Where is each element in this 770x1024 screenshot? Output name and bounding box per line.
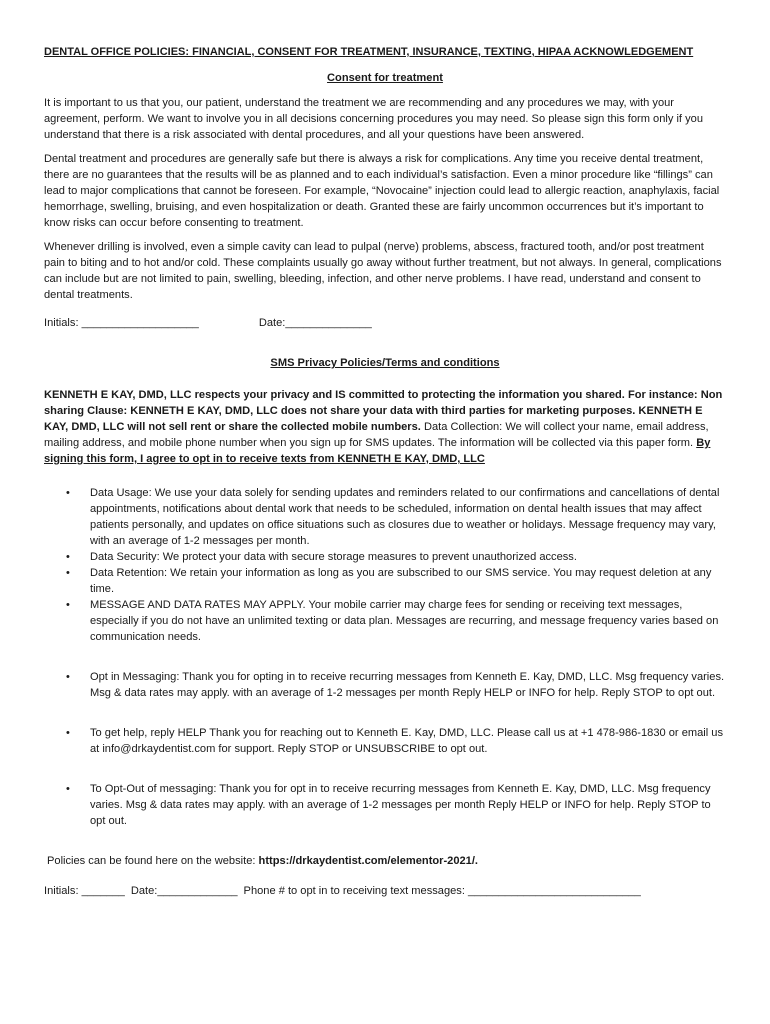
website-link[interactable]: https://drkaydentist.com/elementor-2021/. <box>258 855 479 867</box>
opt-out-messaging-text: To Opt-Out of messaging: Thank you for opt in to receive recurring messages from Kenneth E. Kay, DMD, LLC. Msg frequency varies. Msg & data rates may apply. with an average of 1-2 messages per month Reply HELP or INFO for help. Reply STOP to opt out. <box>90 783 711 827</box>
consent-heading: Consent for treatment <box>327 72 443 84</box>
list-item <box>44 781 726 829</box>
data-usage-text: Data Usage: We use your data solely for sending updates and reminders related to our confirmations and cancellations of dental appointments, notifications about dental work that needs to be scheduled, information on dental health issues that may affect patients personally, and updates on office situations such as closures due to weather or holidays. Message frequency may vary, with an average of 1-2 messages per month. <box>90 487 720 547</box>
website-label: Policies can be found here on the website: <box>47 855 259 867</box>
bullet-icon: • <box>66 551 70 563</box>
sms-policy-paragraph <box>44 387 726 467</box>
consent-date-field[interactable]: Date:______________ <box>258 317 372 329</box>
website-row <box>47 853 726 869</box>
list-item <box>44 485 726 549</box>
list-item <box>44 669 726 701</box>
bullet-icon: • <box>66 671 70 683</box>
consent-initials-field[interactable]: Initials: ___________________ <box>44 317 199 329</box>
list-item <box>44 725 726 757</box>
list-item <box>44 565 726 597</box>
final-initials-field[interactable]: Initials: _______ <box>44 885 125 897</box>
final-signature-row <box>44 883 726 899</box>
opt-in-messaging-text: Opt in Messaging: Thank you for opting in to receive recurring messages from Kenneth E. Kay, DMD, LLC. Msg frequency varies. Msg & data rates may apply. with an average of 1-2 messages per month Reply HELP or INFO for help. Reply STOP to opt out. <box>90 671 725 699</box>
final-date-field[interactable]: Date:_____________ <box>130 885 238 897</box>
data-collection-text: Data Collection: We will collect your name, email address, mailing address, and mobile phone number when you sign up for SMS updates. The information will be collected via this paper form. <box>44 421 709 449</box>
bullet-icon: • <box>66 567 70 579</box>
data-retention-text: Data Retention: We retain your information as long as you are subscribed to our SMS service. You may request deletion at any time. <box>90 567 712 595</box>
privacy-clause: KENNETH E KAY, DMD, LLC respects your privacy and IS committed to protecting the information you shared. For instance: Non sharing Clause: KENNETH E KAY, DMD, LLC does not share your data with third parties for marketing purposes. KENNETH E KAY, DMD, LLC will not sell rent or share the collected mobile numbers. <box>44 389 723 433</box>
consent-signature-row <box>44 315 726 331</box>
opt-in-agreement: By signing this form, I agree to opt in to receive texts from KENNETH E KAY, DMD, LLC <box>44 437 711 465</box>
consent-paragraph-1: It is important to us that you, our patient, understand the treatment we are recommending and any procedures we may, with your agreement, perform. We want to involve you in all decisions concerning procedures you may need. So please sign this form only if you understand that there is a risk associated with dental procedures, and all your questions have been answered. <box>44 97 703 141</box>
list-item <box>44 549 726 565</box>
bullet-icon: • <box>66 487 70 499</box>
help-messaging-text: To get help, reply HELP Thank you for reaching out to Kenneth E. Kay, DMD, LLC. Please call us at +1 478-986-1830 or email us at info@drkaydentist.com for support. Reply STOP or UNSUBSCRIBE to opt out. <box>90 727 724 755</box>
document-title: DENTAL OFFICE POLICIES: FINANCIAL, CONSENT FOR TREATMENT, INSURANCE, TEXTING, HIPAA ACKNOWLEDGEMENT <box>44 46 694 58</box>
sms-heading: SMS Privacy Policies/Terms and conditions <box>270 357 500 369</box>
consent-paragraph-2: Dental treatment and procedures are generally safe but there is always a risk for complications. Any time you receive dental treatment, there are no guarantees that the results will be as planned and to each individual’s satisfaction. Even a minor procedure like “fillings” can lead to major complications that cannot be foreseen. For example, “Novocaine” injection could lead to allergic reaction, anaphylaxis, facial hemorrhage, swelling, bruising, and even hospitalization or death. Granted these are fairly uncommon occurrences but it’s important to know risks can occur before consenting to treatment. <box>44 153 720 229</box>
consent-paragraph-3: Whenever drilling is involved, even a simple cavity can lead to pulpal (nerve) problems, abscess, fractured tooth, and/or post treatment pain to biting and to hot and/or cold. These complaints usually go away without further treatment, but not always. In general, complications can include but are not limited to pain, swelling, bleeding, infection, and other nerve problems. I have read, understand and consent to dental treatments. <box>44 241 722 301</box>
bullet-icon: • <box>66 727 70 739</box>
bullet-icon: • <box>66 783 70 795</box>
data-security-text: Data Security: We protect your data with secure storage measures to prevent unauthorized access. <box>90 551 577 563</box>
sms-terms-list <box>44 485 726 829</box>
rates-notice-text: MESSAGE AND DATA RATES MAY APPLY. Your mobile carrier may charge fees for sending or receiving text messages, especially if you do not have an unlimited texting or data plan. Messages are recurring, and message frequency varies based on communication needs. <box>90 599 719 643</box>
bullet-icon: • <box>66 599 70 611</box>
phone-opt-in-field[interactable]: Phone # to opt in to receiving text messages: ____________________________ <box>243 885 641 897</box>
list-item <box>44 597 726 645</box>
